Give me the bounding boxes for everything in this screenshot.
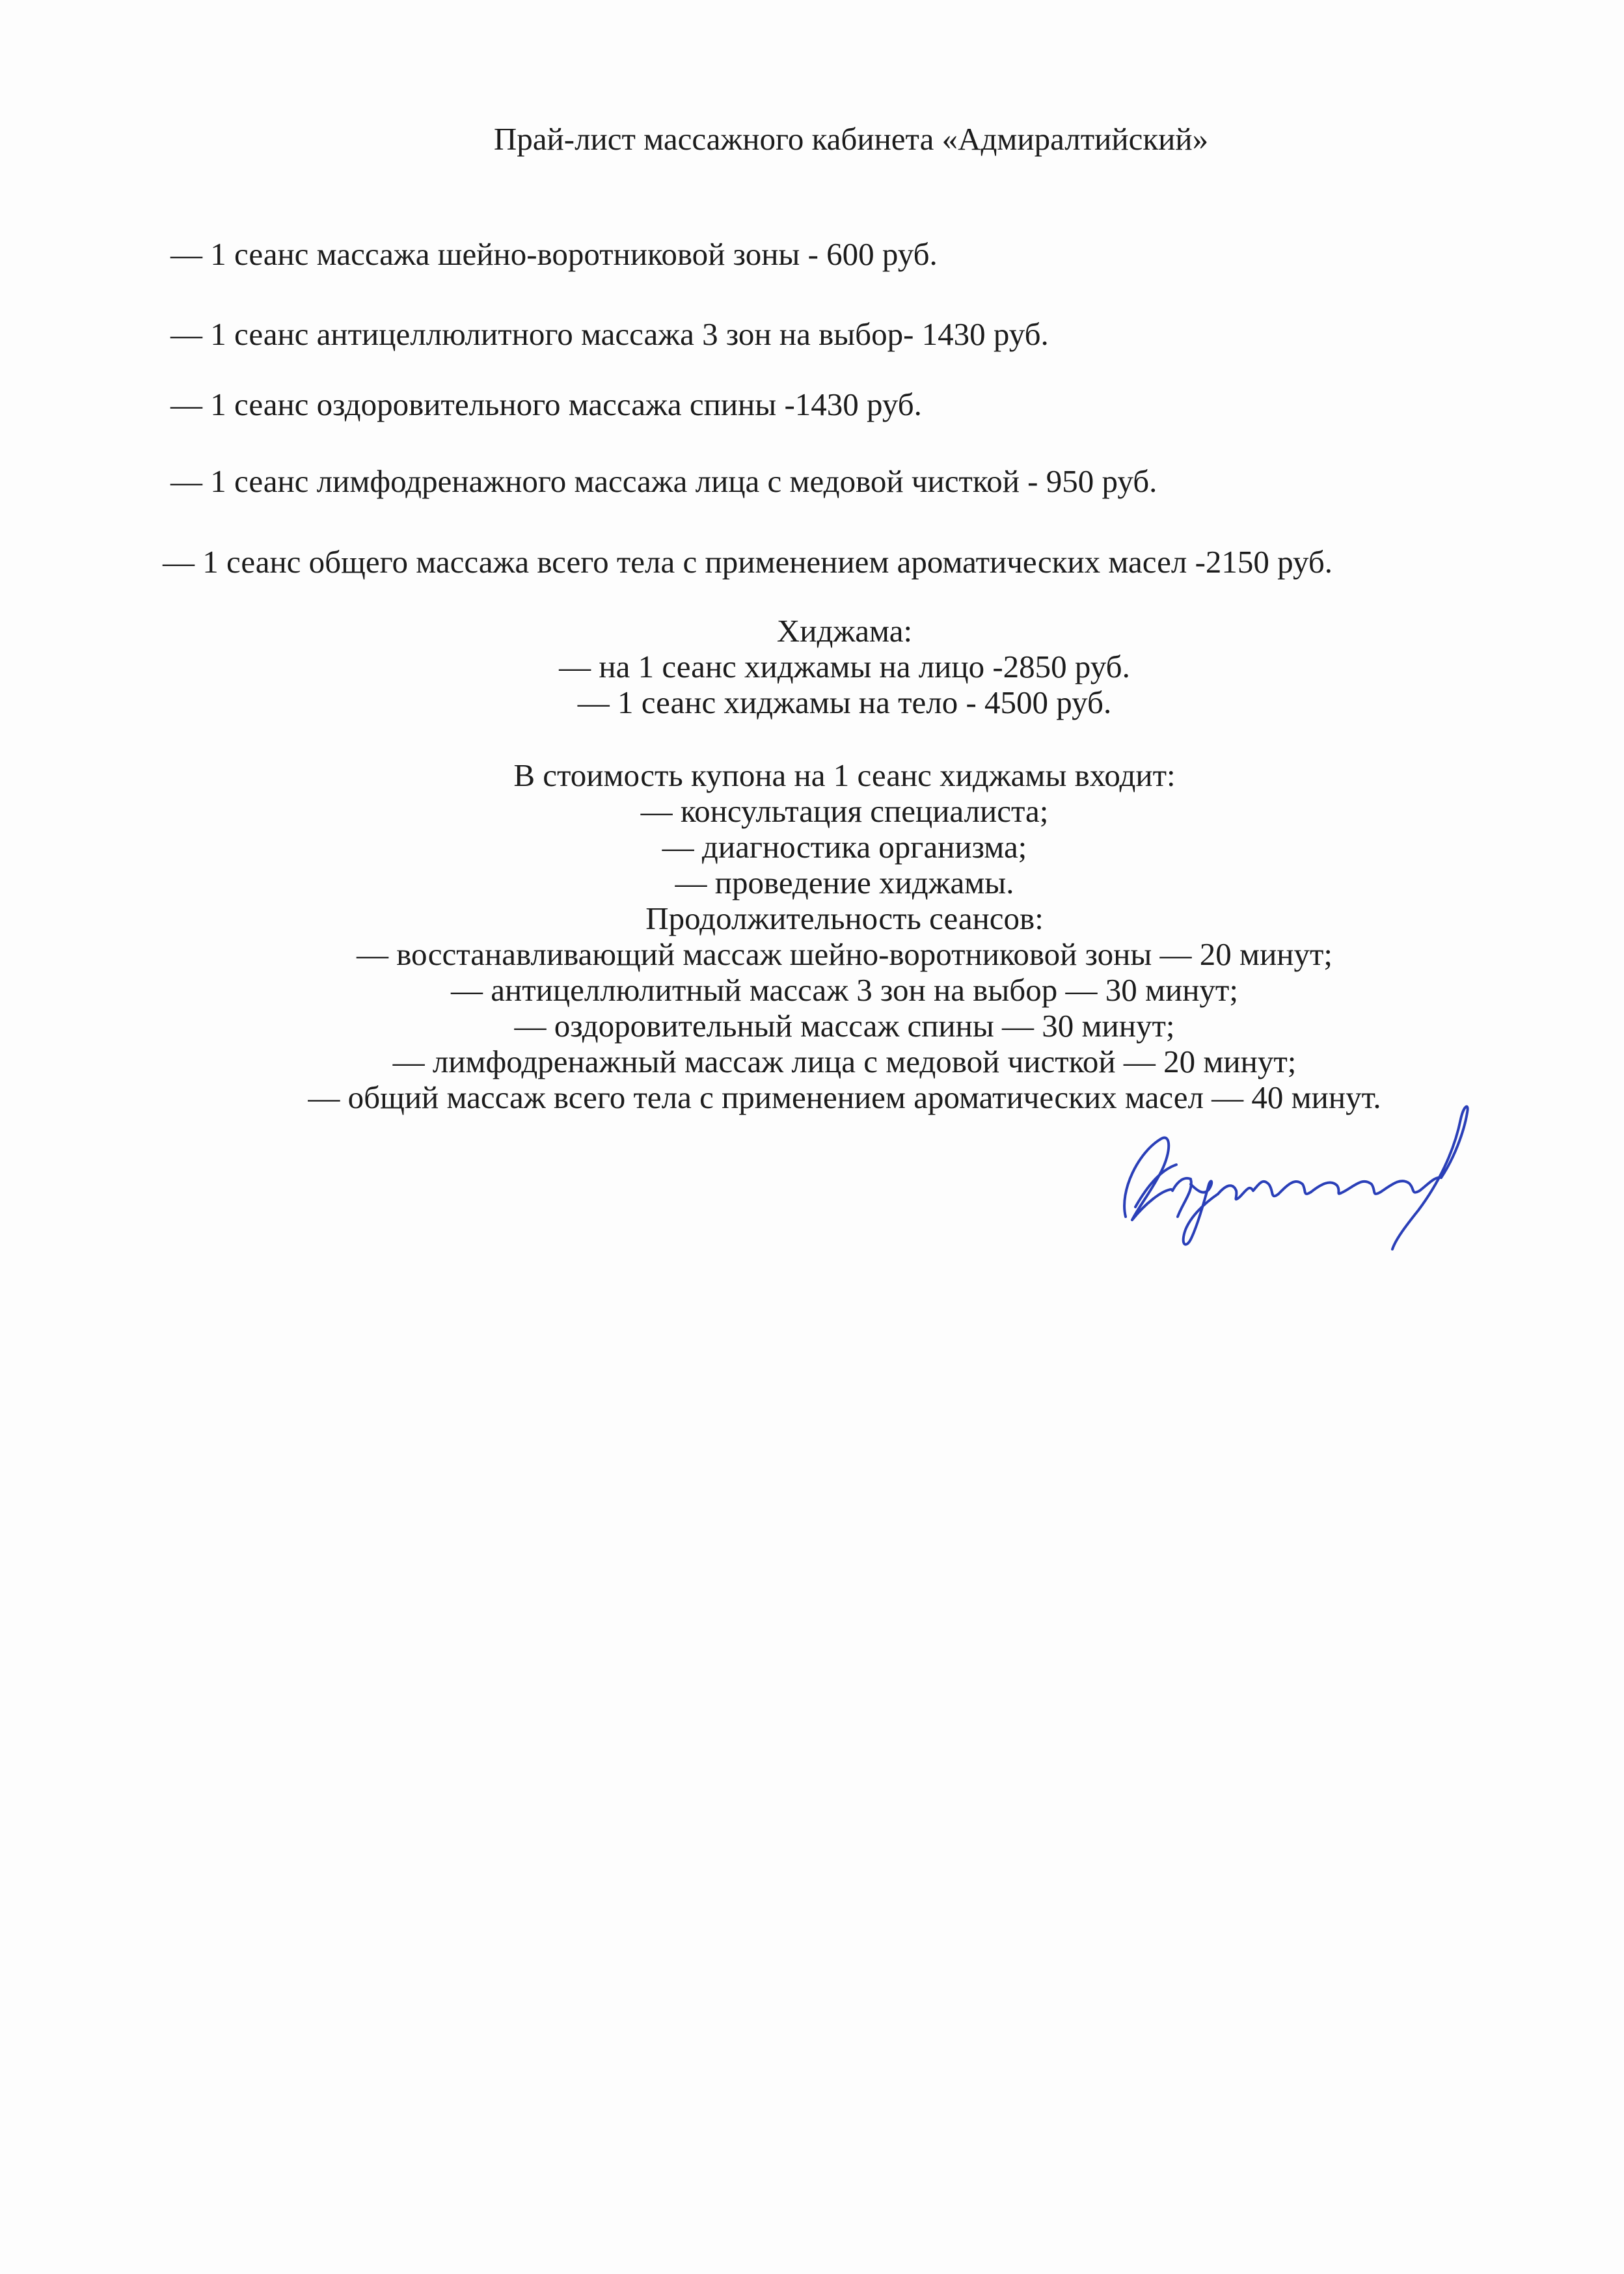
hijama-section xyxy=(0,613,1624,720)
hijama-item: — на 1 сеанс хиджамы на лицо -2850 руб. xyxy=(559,649,1130,684)
duration-item: — лимфодренажный массаж лица с медовой чисткой — 20 минут; xyxy=(392,1044,1297,1079)
signature-strokes xyxy=(1124,1107,1468,1249)
price-item: — 1 сеанс массажа шейно-воротниковой зоны - 600 руб. xyxy=(170,236,938,272)
document-title: Прай-лист массажного кабинета «Адмиралтийский» xyxy=(493,121,1209,157)
duration-heading: Продолжительность сеансов: xyxy=(645,900,1044,936)
duration-item: — оздоровительный массаж спины — 30 минут; xyxy=(514,1008,1175,1044)
price-item: — 1 сеанс оздоровительного массажа спины -1430 руб. xyxy=(170,386,922,422)
coupon-item: — диагностика организма; xyxy=(662,829,1027,865)
price-item: — 1 сеанс лимфодренажного массажа лица с медовой чисткой - 950 руб. xyxy=(170,463,1157,499)
duration-item: — восстанавливающий массаж шейно-воротниковой зоны — 20 минут; xyxy=(356,936,1333,972)
coupon-section xyxy=(0,757,1624,900)
coupon-item: — проведение хиджамы. xyxy=(675,865,1014,900)
handwritten-signature xyxy=(1100,1093,1490,1262)
coupon-heading: В стоимость купона на 1 сеанс хиджамы входит: xyxy=(513,757,1176,793)
duration-item: — антицеллюлитный массаж 3 зон на выбор — 30 минут; xyxy=(451,972,1238,1008)
hijama-item: — 1 сеанс хиджамы на тело - 4500 руб. xyxy=(577,684,1112,720)
price-item: — 1 сеанс антицеллюлитного массажа 3 зон на выбор- 1430 руб. xyxy=(170,316,1049,352)
duration-item: — общий массаж всего тела с применением ароматических масел — 40 минут. xyxy=(308,1079,1381,1115)
price-item: — 1 сеанс общего массажа всего тела с применением ароматических масел -2150 руб. xyxy=(163,544,1333,580)
hijama-heading: Хиджама: xyxy=(776,613,913,649)
coupon-item: — консультация специалиста; xyxy=(640,793,1049,829)
duration-section xyxy=(0,900,1624,1115)
